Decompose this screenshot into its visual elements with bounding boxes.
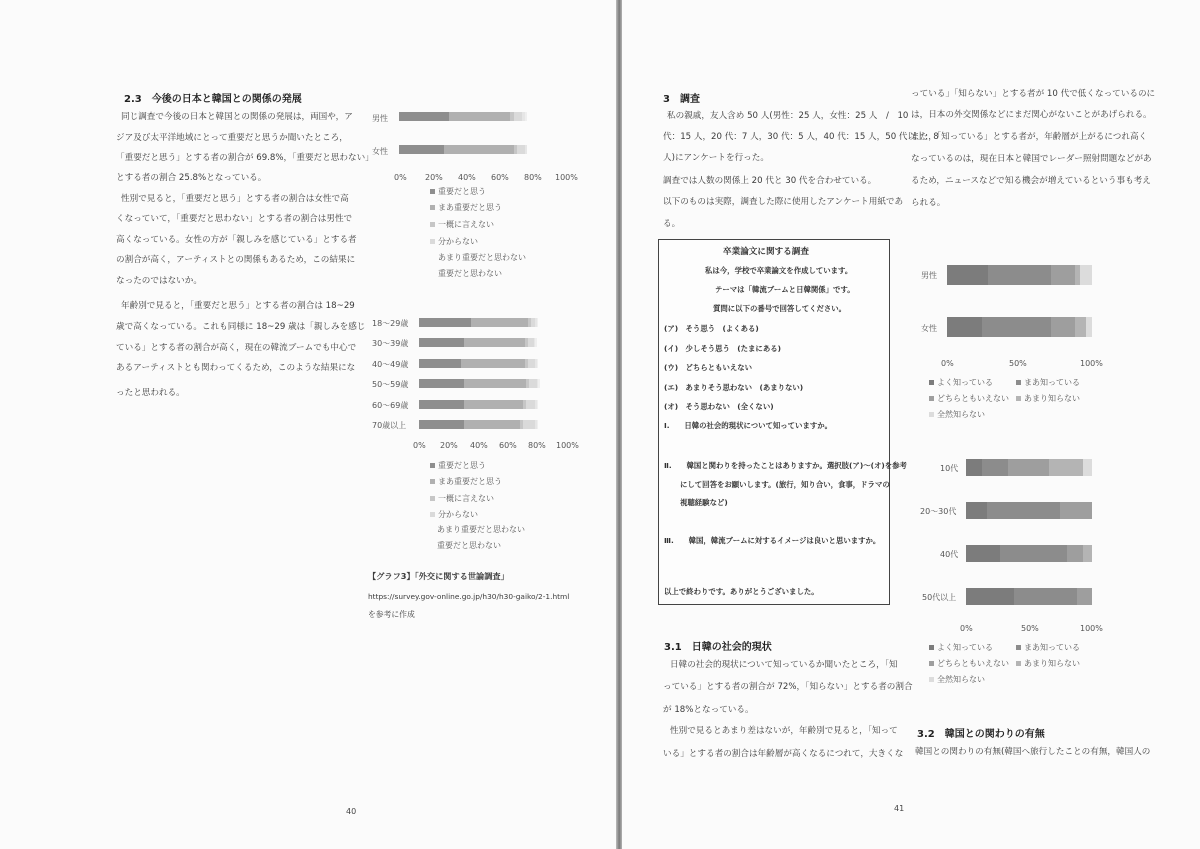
bar-segment <box>399 145 444 154</box>
legend-entry: 全然知らない <box>929 409 985 420</box>
bar-segment <box>464 420 521 429</box>
left-line-1: 同じ調査で今後の日本と韓国との関係の発展は，両国や，ア <box>121 112 353 122</box>
bar-segment <box>1067 545 1083 562</box>
survey-question-2-cont: にして回答をお願いします。(旅行，知り合い，食事，ドラマの <box>680 480 890 489</box>
category-label: 60～69歳 <box>372 401 409 410</box>
x-tick-label: 100% <box>1080 359 1103 368</box>
legend-entry: あまり知らない <box>1016 393 1080 404</box>
bar-row <box>966 545 1092 562</box>
subsection-3-1-heading: 3.1 日韓の社会的現状 <box>664 642 772 653</box>
left-line-3: 「重要だと思う」とする者の割合が 69.8%，「重要だと思わない」 <box>116 153 374 163</box>
legend-swatch <box>430 479 435 484</box>
bar-segment <box>523 420 535 429</box>
bar-segment <box>419 420 464 429</box>
source-url[interactable]: https://survey.gov-online.go.jp/h30/h30-gaiko/2-1.html <box>368 592 570 601</box>
col2-line-3: また，「知っている」とする者が，年齢層が上がるにつれ高く <box>911 132 1148 142</box>
bar-row <box>419 379 568 388</box>
bar-segment <box>525 112 527 121</box>
x-tick-label: 0% <box>413 441 426 450</box>
x-tick-label: 100% <box>1080 624 1103 633</box>
category-label: 50～59歳 <box>372 380 409 389</box>
intro-line-5: 以下のものは実際，調査した際に使用したアンケート用紙であ <box>663 197 904 207</box>
sub31-line-5: いる」とする者の割合は年齢層が高くなるにつれて，大きくな <box>663 749 904 759</box>
legend-entry: あまり重要だと思わない <box>437 525 525 534</box>
bar-segment <box>1083 459 1092 476</box>
left-line-9: なったのではないか。 <box>116 276 202 286</box>
sub31-line-2: っている」とする者の割合が 72%，「知らない」とする者の割合 <box>663 682 913 692</box>
legend-entry: よく知っている <box>929 377 993 388</box>
legend-entry: 重要だと思う <box>430 460 486 471</box>
legend-swatch <box>1016 396 1021 401</box>
bar-row <box>419 400 568 409</box>
left-line-13: あるアーティストとも関わってくるため，このような結果にな <box>116 363 356 373</box>
bar-segment <box>1083 545 1092 562</box>
left-line-11: 歳で高くなっている。これも同様に 18~29 歳は「親しみを感じ <box>116 322 366 332</box>
bar-segment <box>1080 265 1092 285</box>
survey-option: (エ) あまりそう思わない (あまりない) <box>664 383 804 392</box>
bar-row <box>947 265 1092 285</box>
x-tick-label: 40% <box>470 441 488 450</box>
bar-segment <box>419 359 461 368</box>
category-label: 女性 <box>921 324 937 333</box>
right-page <box>622 0 1200 849</box>
legend-entry: よく知っている <box>929 642 993 653</box>
category-label: 18～29歳 <box>372 319 409 328</box>
bar-segment <box>526 400 535 409</box>
intro-line-3: 人)にアンケートを行った。 <box>663 153 769 163</box>
x-tick-label: 100% <box>555 173 578 182</box>
bar-segment <box>1051 265 1074 285</box>
legend-swatch <box>430 189 435 194</box>
bar-row <box>966 459 1092 476</box>
bar-row <box>419 420 568 429</box>
left-heading: 2.3 今後の日本と韓国との関係の発展 <box>124 94 302 105</box>
col2-line-5: るため，ニュースなどで知る機会が増えているという事も考え <box>911 176 1151 186</box>
bar-segment <box>982 459 1007 476</box>
bar-segment <box>982 317 1052 337</box>
left-line-8: の割合が高く，アーティストとの関係もあるため，この結果に <box>116 255 356 265</box>
category-label: 40代 <box>940 550 959 559</box>
left-line-4: とする者の割合 25.8%となっている。 <box>116 173 267 183</box>
left-line-12: ている」とする者の割合が高く，現在の韓流ブームでも中心で <box>116 343 357 353</box>
bar-segment <box>449 112 510 121</box>
legend-swatch <box>1016 645 1021 650</box>
survey-intro-3: 質問に以下の番号で回答してください。 <box>713 304 847 313</box>
category-label: 男性 <box>372 114 388 123</box>
bar-segment <box>419 338 464 347</box>
bar-segment <box>1008 459 1050 476</box>
source-title: 【グラフ3】「外交に関する世論調査」 <box>368 571 509 581</box>
x-tick-label: 0% <box>394 173 407 182</box>
x-tick-label: 0% <box>960 624 973 633</box>
left-line-10: 年齢別で見ると，「重要だと思う」とする者の割合は 18~29 <box>121 301 355 311</box>
bar-segment <box>444 145 514 154</box>
legend-entry: どちらともいえない <box>929 393 1009 404</box>
x-tick-label: 60% <box>491 173 509 182</box>
col2-line-1: っている」「知らない」とする者が 10 代で低くなっているのに <box>911 89 1156 99</box>
intro-line-4: 調査では人数の関係上 20 代と 30 代を合わせている。 <box>663 176 877 186</box>
intro-line-1: 私の親戚，友人含め 50 人(男性：25 人，女性：25 人 / 10 <box>667 111 909 121</box>
bar-segment <box>419 318 471 327</box>
col2-line-4: なっているのは，現在日本と韓国でレーダー照射問題などがあ <box>911 154 1152 164</box>
legend-swatch <box>430 463 435 468</box>
survey-title: 卒業論文に関する調査 <box>723 247 809 257</box>
legend-entry: まあ重要だと思う <box>430 202 502 213</box>
source-note: を参考に作成 <box>368 610 415 619</box>
sub31-line-3: が 18%となっている。 <box>663 705 754 715</box>
legend-entry: どちらともいえない <box>929 658 1009 669</box>
legend-entry: 全然知らない <box>929 674 985 685</box>
bar-segment <box>419 400 464 409</box>
sub31-line-4: 性別で見るとあまり差はないが，年齢別で見ると，「知って <box>670 726 898 736</box>
legend-swatch <box>929 412 934 417</box>
sub32-line-1: 韓国との関わりの有無(韓国へ旅行したことの有無，韓国人の <box>915 747 1151 757</box>
x-tick-label: 50% <box>1021 624 1039 633</box>
legend-swatch <box>430 205 435 210</box>
page-number: 40 <box>346 807 357 816</box>
bar-segment <box>947 265 988 285</box>
legend-entry: まあ知っている <box>1016 642 1080 653</box>
bar-segment <box>471 318 528 327</box>
bar-segment <box>461 359 525 368</box>
left-line-2: ジア及び太平洋地域にとって重要だと思うか聞いたところ， <box>116 133 348 143</box>
bar-segment <box>966 502 987 519</box>
category-label: 30～39歳 <box>372 339 409 348</box>
x-tick-label: 60% <box>499 441 517 450</box>
survey-form <box>658 239 907 605</box>
category-label: 20～30代 <box>920 507 957 516</box>
bar-segment <box>1000 545 1067 562</box>
survey-question-3: Ⅲ. 韓国，韓流ブームに対するイメージは良いと思いますか。 <box>664 536 881 545</box>
survey-closing: 以上で終わりです。ありがとうございました。 <box>664 587 819 596</box>
legend-swatch <box>1016 661 1021 666</box>
legend-swatch <box>929 661 934 666</box>
bar-segment <box>464 338 525 347</box>
bar-row <box>419 359 568 368</box>
bar-segment <box>464 379 527 388</box>
bar-segment <box>947 317 982 337</box>
survey-option: (ア) そう思う (よくある) <box>664 324 759 333</box>
x-tick-label: 50% <box>1009 359 1027 368</box>
bar-segment <box>525 145 527 154</box>
bar-segment <box>966 545 1000 562</box>
bar-row <box>399 112 565 121</box>
legend-swatch <box>929 645 934 650</box>
intro-line-6: る。 <box>663 219 681 229</box>
legend-swatch <box>929 380 934 385</box>
bar-segment <box>529 379 536 388</box>
bar-row <box>419 338 568 347</box>
x-tick-label: 80% <box>528 441 546 450</box>
legend-entry: 重要だと思わない <box>437 541 501 550</box>
survey-intro-2: テーマは「韓流ブームと日韓関係」です。 <box>715 285 855 294</box>
bar-row <box>947 317 1092 337</box>
legend-entry: あまり重要だと思わない <box>438 253 526 262</box>
category-label: 男性 <box>921 271 937 280</box>
bar-segment <box>464 400 524 409</box>
category-label: 40～49歳 <box>372 360 409 369</box>
bar-segment <box>966 588 1014 605</box>
bar-segment <box>1051 317 1074 337</box>
bar-segment <box>987 502 1060 519</box>
page-number: 41 <box>894 804 905 813</box>
bar-segment <box>966 459 982 476</box>
x-tick-label: 80% <box>524 173 542 182</box>
legend-entry: 一概に言えない <box>430 493 494 504</box>
bar-row <box>399 145 565 154</box>
legend-entry: 重要だと思う <box>430 186 486 197</box>
bar-segment <box>1077 588 1092 605</box>
bar-segment <box>988 265 1052 285</box>
legend-swatch <box>929 396 934 401</box>
bar-segment <box>1075 317 1087 337</box>
legend-swatch <box>430 239 435 244</box>
bar-segment <box>537 400 538 409</box>
col2-line-6: られる。 <box>911 198 946 208</box>
bar-segment <box>1014 588 1077 605</box>
subsection-3-2-heading: 3.2 韓国との関わりの有無 <box>917 729 1045 740</box>
bar-segment <box>1086 317 1092 337</box>
bar-row <box>966 588 1092 605</box>
bar-segment <box>517 145 525 154</box>
survey-intro-1: 私は今，学校で卒業論文を作成しています。 <box>705 266 853 275</box>
bar-segment <box>1060 502 1092 519</box>
legend-swatch <box>430 512 435 517</box>
bar-segment <box>399 112 449 121</box>
bar-segment <box>537 318 538 327</box>
legend-swatch <box>1016 380 1021 385</box>
bar-row <box>419 318 568 327</box>
bar-segment <box>535 338 536 347</box>
col2-line-2: は，日本の外交関係などにまだ関心がないことがあげられる。 <box>911 110 1152 120</box>
bar-segment <box>528 359 535 368</box>
survey-question-1: Ⅰ. 日韓の社会的現状について知っていますか。 <box>664 421 833 430</box>
bar-segment <box>1049 459 1083 476</box>
bar-row <box>966 502 1092 519</box>
x-tick-label: 0% <box>941 359 954 368</box>
bar-segment <box>538 379 539 388</box>
x-tick-label: 20% <box>440 441 458 450</box>
left-line-5: 性別で見ると，「重要だと思う」とする者の割合は女性で高 <box>121 194 349 204</box>
left-line-6: くなっていて，「重要だと思わない」とする者の割合は男性で <box>116 214 353 224</box>
bar-segment <box>514 112 522 121</box>
legend-entry: まあ重要だと思う <box>430 476 502 487</box>
survey-option: (ウ) どちらともいえない <box>664 363 753 372</box>
survey-option: (イ) 少しそう思う (たまにある) <box>664 344 781 353</box>
legend-entry: 一概に言えない <box>430 219 494 230</box>
sub31-line-1: 日韓の社会的現状について知っているか聞いたところ，「知 <box>670 660 898 670</box>
legend-swatch <box>430 222 435 227</box>
left-line-7: 高くなっている。女性の方が「親しみを感じている」とする者 <box>116 235 357 245</box>
category-label: 50代以上 <box>922 593 957 602</box>
bar-segment <box>419 379 464 388</box>
legend-entry: 分からない <box>430 509 478 520</box>
bar-segment <box>537 420 538 429</box>
survey-question-2: Ⅱ. 韓国と関わりを持ったことはありますか。選択肢(ア)～(オ)を参考 <box>664 461 907 470</box>
left-line-14: ったと思われる。 <box>116 388 185 398</box>
legend-swatch <box>430 496 435 501</box>
x-tick-label: 20% <box>425 173 443 182</box>
category-label: 10代 <box>940 464 959 473</box>
category-label: 70歳以上 <box>372 421 407 430</box>
legend-entry: あまり知らない <box>1016 658 1080 669</box>
x-tick-label: 40% <box>458 173 476 182</box>
bar-segment <box>537 359 538 368</box>
survey-question-2-cont: 視聴経験など) <box>680 498 728 507</box>
x-tick-label: 100% <box>556 441 579 450</box>
legend-entry: 分からない <box>430 236 478 247</box>
category-label: 女性 <box>372 147 388 156</box>
section-heading: 3 調査 <box>663 94 700 105</box>
intro-line-2: 代：15 人，20 代：7 人，30 代：5 人，40 代：15 人，50 代以上：8 <box>663 132 939 142</box>
survey-option: (オ) そう思わない (全くない) <box>664 402 774 411</box>
legend-entry: 重要だと思わない <box>438 269 502 278</box>
legend-entry: まあ知っている <box>1016 377 1080 388</box>
legend-swatch <box>929 677 934 682</box>
